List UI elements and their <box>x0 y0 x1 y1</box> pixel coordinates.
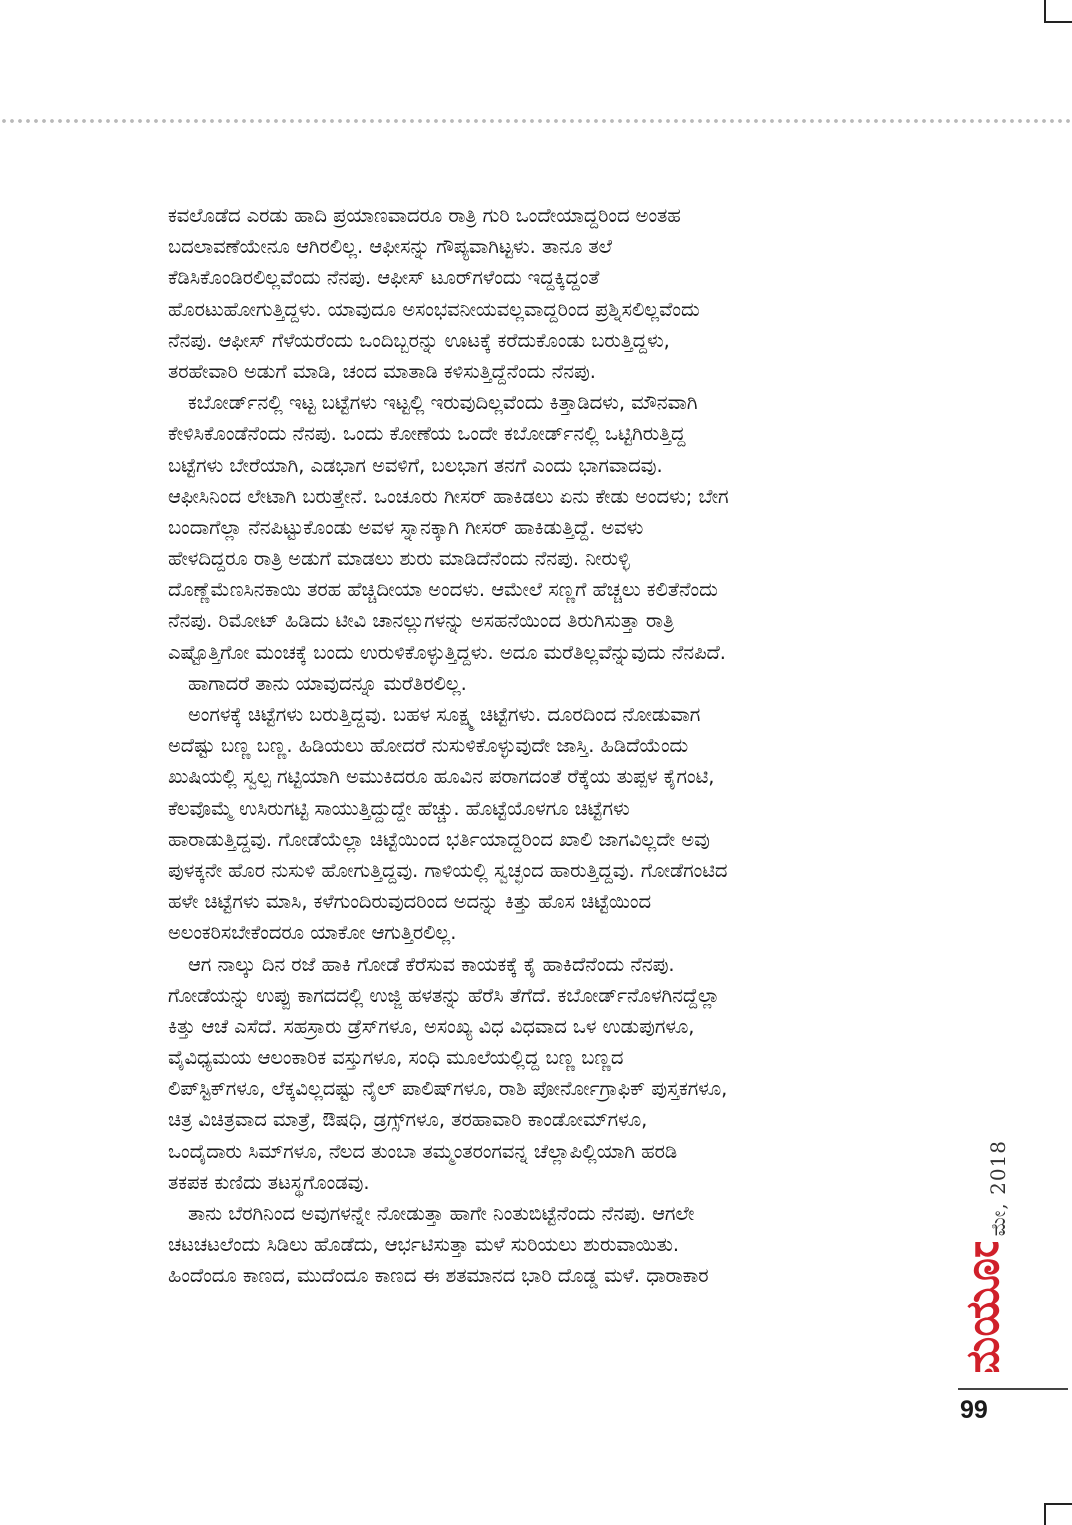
article-line: ಒಂದೈದಾರು ಸಿಮ್‌ಗಳೂ, ನೆಲದ ತುಂಬಾ ತಮ್ಮಂತರಂಗವನ್ನ ಚೆಲ್ಲಾಪಿಲ್ಲಿಯಾಗಿ ಹರಡಿ <box>168 1139 678 1163</box>
article-line: ಅಂಗಳಕ್ಕೆ ಚಿಟ್ಟೆಗಳು ಬರುತ್ತಿದ್ದವು. ಬಹಳ ಸೂಕ್ಷ್ಮ ಚಿಟ್ಟೆಗಳು. ದೂರದಿಂದ ನೋಡುವಾಗ <box>188 703 701 726</box>
logo-text: ಮಯೂರ <box>956 1242 1008 1372</box>
article-line: ಬಂದಾಗೆಲ್ಲಾ ನೆನಪಿಟ್ಟುಕೊಂಡು ಅವಳ ಸ್ನಾನಕ್ಕಾಗಿ ಗೀಸರ್ ಹಾಕಿಡುತ್ತಿದ್ದೆ. ಅವಳು <box>168 515 644 539</box>
dotted-separator <box>0 118 1072 124</box>
article-line: ಕಬೋರ್ಡ್‌ನಲ್ಲಿ ಇಟ್ಟ ಬಟ್ಟೆಗಳು ಇಟ್ಟಲ್ಲಿ ಇರುವುದಿಲ್ಲವೆಂದು ಕಿತ್ತಾಡಿದಳು, ಮೌನವಾಗಿ <box>188 391 698 415</box>
article-line: ಕೆಡಿಸಿಕೊಂಡಿರಲಿಲ್ಲವೆಂದು ನೆನಪು. ಆಫೀಸ್ ಟೂರ್‌ಗಳೆಂದು ಇದ್ದಕ್ಕಿದ್ದಂತೆ <box>168 266 600 290</box>
article-line: ತಾನು ಬೆರಗಿನಿಂದ ಅವುಗಳನ್ನೇ ನೋಡುತ್ತಾ ಹಾಗೇ ನಿಂತುಬಿಟ್ಟೆನೆಂದು ನೆನಪು. ಆಗಲೇ <box>188 1202 695 1225</box>
article-line: ಕಿತ್ತು ಆಚೆ ಎಸೆದೆ. ಸಹಸ್ರಾರು ಡ್ರೆಸ್‌ಗಳೂ, ಅಸಂಖ್ಯ ವಿಧ ವಿಧವಾದ ಒಳ ಉಡುಪುಗಳೂ, <box>168 1014 695 1038</box>
article-line: ಹೇಳದಿದ್ದರೂ ರಾತ್ರಿ ಅಡುಗೆ ಮಾಡಲು ಶುರು ಮಾಡಿದೆನೆಂದು ನೆನಪು. ನೀರುಳ್ಳಿ <box>168 547 630 571</box>
article-line: ನೆನಪು. ರಿಮೋಟ್ ಹಿಡಿದು ಟೀವಿ ಚಾನಲ್ಲುಗಳನ್ನು ಅಸಹನೆಯಿಂದ ತಿರುಗಿಸುತ್ತಾ ರಾತ್ರಿ <box>168 609 675 633</box>
article-line: ಹಿಂದೆಂದೂ ಕಾಣದ, ಮುದೆಂದೂ ಕಾಣದ ಈ ಶತಮಾನದ ಭಾರಿ ದೊಡ್ಡ ಮಳೆ. ಧಾರಾಕಾರ <box>168 1264 709 1288</box>
article-line: ಲಿಪ್‌ಸ್ಟಿಕ್‌ಗಳೂ, ಲೆಕ್ಕವಿಲ್ಲದಷ್ಟು ನೈಲ್ ಪಾಲಿಷ್‌ಗಳೂ, ರಾಶಿ ಪೋರ್ನೋಗ್ರಾಫಿಕ್ ಪುಸ್ತಕಗಳೂ, <box>168 1077 728 1101</box>
article-line: ಅದೆಷ್ಟು ಬಣ್ಣ ಬಣ್ಣ. ಹಿಡಿಯಲು ಹೋದರೆ ನುಸುಳಿಕೊಳ್ಳುವುದೇ ಜಾಸ್ತಿ. ಹಿಡಿದೆಯೆಂದು <box>168 734 689 758</box>
article-line: ಆಫೀಸಿನಿಂದ ಲೇಟಾಗಿ ಬರುತ್ತೇನೆ. ಒಂಚೂರು ಗೀಸರ್ ಹಾಕಿಡಲು ಏನು ಕೇಡು ಅಂದಳು; ಬೇಗ <box>168 484 729 508</box>
article-line: ಕೇಳಿಸಿಕೊಂಡೆನೆಂದು ನೆನಪು. ಒಂದು ಕೋಣೆಯ ಒಂದೇ ಕಬೋರ್ಡ್‌ನಲ್ಲಿ ಒಟ್ಟಿಗಿರುತ್ತಿದ್ದ <box>168 422 686 446</box>
article-line: ದೊಣ್ಣೆಮೆಣಸಿನಕಾಯಿ ತರಹ ಹೆಚ್ಚಿದೀಯಾ ಅಂದಳು. ಆಮೇಲೆ ಸಣ್ಣಗೆ ಹೆಚ್ಚಲು ಕಲಿತೆನೆಂದು <box>168 578 718 602</box>
article-body <box>168 200 918 1292</box>
article-line: ಗೋಡೆಯನ್ನು ಉಪ್ಪು ಕಾಗದದಲ್ಲಿ ಉಜ್ಜಿ ಹಳತನ್ನು ಹೆರೆಸಿ ತೆಗೆದೆ. ಕಬೋರ್ಡ್‌ನೊಳಗಿನದ್ದೆಲ್ಲಾ <box>168 983 720 1007</box>
article-line: ನೆನಪು. ಆಫೀಸ್ ಗೆಳೆಯರೆಂದು ಒಂದಿಬ್ಬರನ್ನು ಊಟಕ್ಕೆ ಕರೆದುಕೊಂಡು ಬರುತ್ತಿದ್ದಳು, <box>168 328 670 352</box>
article-line: ಹಾರಾಡುತ್ತಿದ್ದವು. ಗೋಡೆಯೆಲ್ಲಾ ಚಿಟ್ಟೆಯಿಂದ ಭರ್ತಿಯಾದ್ದರಿಂದ ಖಾಲಿ ಜಾಗವಿಲ್ಲದೇ ಅವು <box>168 827 710 851</box>
article-line: ತರಹೇವಾರಿ ಅಡುಗೆ ಮಾಡಿ, ಚಂದ ಮಾತಾಡಿ ಕಳಿಸುತ್ತಿದ್ದೆನೆಂದು ನೆನಪು. <box>168 359 596 383</box>
crop-mark-top-horizontal <box>1044 21 1072 23</box>
issue-date: ಮೇ, 2018 <box>986 1140 1010 1237</box>
article-line: ಖುಷಿಯಲ್ಲಿ ಸ್ವಲ್ಪ ಗಟ್ಟಿಯಾಗಿ ಅಮುಕಿದರೂ ಹೂವಿನ ಪರಾಗದಂತೆ ರೆಕ್ಕೆಯ ತುಪ್ಪಳ ಕೈಗಂಟಿ, <box>168 765 715 789</box>
article-line: ಹಾಗಾದರೆ ತಾನು ಯಾವುದನ್ನೂ ಮರೆತಿರಲಿಲ್ಲ. <box>188 671 467 695</box>
article-line: ಆಗ ನಾಲ್ಕು ದಿನ ರಜೆ ಹಾಕಿ ಗೋಡೆ ಕೆರೆಸುವ ಕಾಯಕಕ್ಕೆ ಕೈ ಹಾಕಿದೆನೆಂದು ನೆನಪು. <box>188 952 675 976</box>
crop-mark-top-vertical <box>1044 0 1046 22</box>
article-line: ಎಷ್ಟೊತ್ತಿಗೋ ಮಂಚಕ್ಕೆ ಬಂದು ಉರುಳಿಕೊಳ್ಳುತ್ತಿದ್ದಳು. ಅದೂ ಮರೆತಿಲ್ಲವೆನ್ನುವುದು ನೆನಪಿದೆ. <box>168 640 726 664</box>
article-line: ಬದಲಾವಣೆಯೇನೂ ಆಗಿರಲಿಲ್ಲ. ಆಫೀಸನ್ನು ಗೌಪ್ಯವಾಗಿಟ್ಟಳು. ತಾನೂ ತಲೆ <box>168 235 612 259</box>
crop-mark-bottom-vertical <box>1044 1503 1046 1525</box>
article-line: ಚಟಚಟಲೆಂದು ಸಿಡಿಲು ಹೊಡೆದು, ಆರ್ಭಟಿಸುತ್ತಾ ಮಳೆ ಸುರಿಯಲು ಶುರುವಾಯಿತು. <box>168 1233 680 1257</box>
article-line: ಕವಲೊಡೆದ ಎರಡು ಹಾದಿ ಪ್ರಯಾಣವಾದರೂ ರಾತ್ರಿ ಗುರಿ ಒಂದೇಯಾದ್ದರಿಂದ ಅಂತಹ <box>168 204 681 227</box>
article-line: ಬಟ್ಟೆಗಳು ಬೇರೆಯಾಗಿ, ಎಡಭಾಗ ಅವಳಿಗೆ, ಬಲಭಾಗ ತನಗೆ ಎಂದು ಭಾಗವಾದವು. <box>168 453 663 477</box>
page-number-rule <box>958 1388 1068 1390</box>
article-line: ಪುಳಕ್ಕನೇ ಹೊರ ನುಸುಳಿ ಹೋಗುತ್ತಿದ್ದವು. ಗಾಳಿಯಲ್ಲಿ ಸ್ವಚ್ಛಂದ ಹಾರುತ್ತಿದ್ದವು. ಗೋಡೆಗಂಟಿದ <box>168 858 728 882</box>
mayura-logo-graphic <box>956 1242 1008 1372</box>
magazine-logo <box>956 1242 1008 1372</box>
article-line: ತಕಪಕ ಕುಣಿದು ತಟಸ್ಥಗೊಂಡವು. <box>168 1170 370 1194</box>
article-line: ವೈವಿಧ್ಯಮಯ ಆಲಂಕಾರಿಕ ವಸ್ತುಗಳೂ, ಸಂಧಿ ಮೂಲೆಯಲ್ಲಿದ್ದ ಬಣ್ಣ ಬಣ್ಣದ <box>168 1046 624 1070</box>
article-line: ಹಳೇ ಚಿಟ್ಟೆಗಳು ಮಾಸಿ, ಕಳೆಗುಂದಿರುವುದರಿಂದ ಅದನ್ನು ಕಿತ್ತು ಹೊಸ ಚಿಟ್ಟೆಯಿಂದ <box>168 890 651 914</box>
page-number: 99 <box>960 1396 988 1424</box>
article-line: ಹೊರಟುಹೋಗುತ್ತಿದ್ದಳು. ಯಾವುದೂ ಅಸಂಭವನೀಯವಲ್ಲವಾದ್ದರಿಂದ ಪ್ರಶ್ನಿಸಲಿಲ್ಲವೆಂದು <box>168 297 700 321</box>
crop-mark-bottom-horizontal <box>1044 1503 1072 1505</box>
article-line: ಚಿತ್ರ ವಿಚಿತ್ರವಾದ ಮಾತ್ರೆ, ಔಷಧಿ, ಡ್ರಗ್ಸ್‌ಗಳೂ, ತರಹಾವಾರಿ ಕಾಂಡೋಮ್‌ಗಳೂ, <box>168 1108 648 1132</box>
article-line: ಕೆಲವೊಮ್ಮೆ ಉಸಿರುಗಟ್ಟಿ ಸಾಯುತ್ತಿದ್ದುದ್ದೇ ಹೆಚ್ಚು. ಹೊಟ್ಟೆಯೊಳಗೂ ಚಿಟ್ಟೆಗಳು <box>168 796 630 820</box>
article-line: ಅಲಂಕರಿಸಬೇಕೆಂದರೂ ಯಾಕೋ ಆಗುತ್ತಿರಲಿಲ್ಲ. <box>168 921 457 945</box>
